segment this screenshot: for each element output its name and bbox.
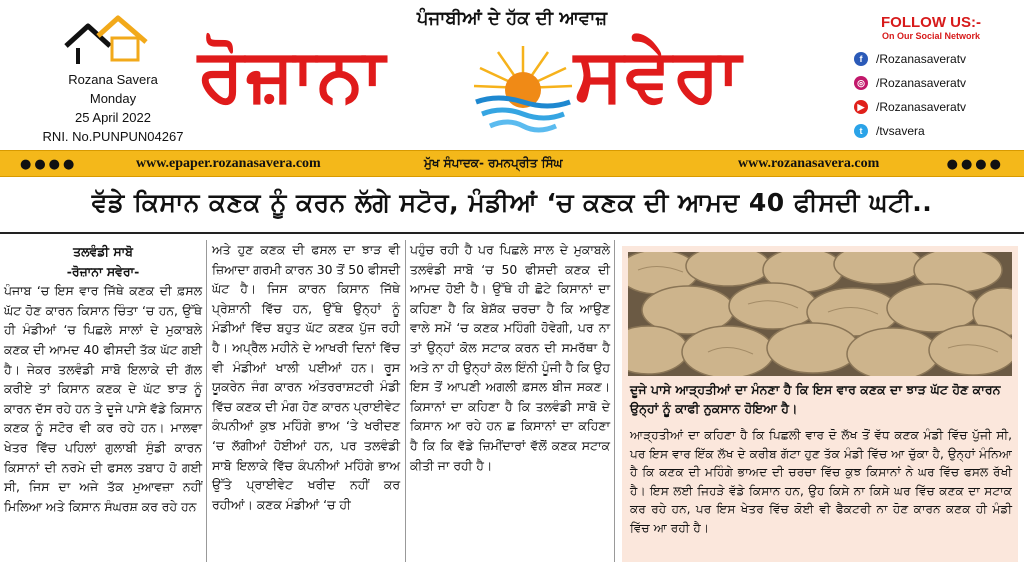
twitter-icon: t <box>854 124 868 138</box>
facebook-icon: f <box>854 52 868 66</box>
chief-editor: ਮੁੱਖ ਸੰਪਾਦਕ- ਰਮਨਪ੍ਰੀਤ ਸਿੰਘ <box>424 156 563 170</box>
follow-subtitle: On Our Social Network <box>881 31 981 41</box>
sidebar-text: ਆੜ੍ਹਤੀਆਂ ਦਾ ਕਹਿਣਾ ਹੈ ਕਿ ਪਿਛਲੀ ਵਾਰ ਦੋ ਲੱਖ ਤੋਂ ਵੱਧ ਕਣਕ ਮੰਡੀ ਵਿੱਚ ਪੁੱਜੀ ਸੀ, ਪਰ ਇਸ ਵਾਰ ਇੱਕ ਲੱਖ ਦੇ ਕਰੀਬ ਗੱਟਾ ਹੁਣ ਤੱਕ ਮੰਡੀ ਵਿੱਚ ਆ ਚੁੱਕਾ ਹੈ, ਉਨ੍ਹਾਂ ਮੰਨਿਆ ਹੈ ਕਿ ਕਣਕ ਦੀ ਮਹਿੰਗੇ ਭਾਅਦ ਦੀ ਚਰਚਾ ਵਿੱਚ ਕੁਝ ਕਿਸਾਨਾਂ ਨੇ ਘਰ ਵਿੱਚ ਫਸਲ ਰੱਖੀ ਹੈ। ਇਸ ਲਈ ਜਿਹੜੇ ਵੱਡੇ ਕਿਸਾਨ ਹਨ, ਉਹ ਕਿਸੇ ਨਾ ਕਿਸੇ ਘਰ ਵਿੱਚ ਕਣਕ ਦਾ ਸਟਾਕ ਕਰ ਰਹੇ ਹਨ, ਪਰ ਇਸ ਖੇਤਰ ਵਿੱਚ ਕੋਈ ਵੀ ਫੈਕਟਰੀ ਨਾ ਹੋਣ ਕਾਰਨ ਕਣਕ ਹੀ ਮੰਡੀ ਵਿੱਚ ਆ ਰਹੀ ਹੈ। <box>630 428 1012 535</box>
brand-name: Rozana Savera <box>68 72 158 87</box>
house-logo-icon <box>58 8 153 68</box>
info-strip <box>0 150 1024 177</box>
column-divider <box>614 240 615 562</box>
social-youtube[interactable] <box>846 95 1016 119</box>
article-source: -ਰੋਜ਼ਾਨਾ ਸਵੇਰਾ- <box>66 263 140 279</box>
dots-left: ●●●● <box>20 157 78 172</box>
rni-number: RNI. No.PUNPUN04267 <box>42 129 184 144</box>
article-column-3 <box>410 240 610 475</box>
epaper-link[interactable]: www.epaper.rozanasavera.com <box>136 156 321 171</box>
headline-divider <box>0 232 1024 234</box>
column-1-text: ਪੰਜਾਬ ‘ਚ ਇਸ ਵਾਰ ਜਿੱਥੇ ਕਣਕ ਦੀ ਫ਼ਸਲ ਘੱਟ ਹੋਣ ਕਾਰਨ ਕਿਸਾਨ ਚਿੰਤਾ ‘ਚ ਹਨ, ਉੱਥੇ ਹੀ ਮੰਡੀਆਂ ‘ਚ ਪਿਛਲੇ ਸਾਲਾਂ ਦੇ ਮੁਕਾਬਲੇ ਕਣਕ ਦੀ ਆਮਦ 40 ਫੀਸਦੀ ਤੱਕ ਘੱਟ ਗਈ ਹੈ। ਜੇਕਰ ਤਲਵੰਡੀ ਸਾਬੋ ਇਲਾਕੇ ਦੀ ਗੱਲ ਕਰੀਏ ਤਾਂ ਕਿਸਾਨ ਕਣਕ ਦੇ ਘੱਟ ਝਾੜ ਨੂੰ ਕਾਰਨ ਦੱਸ ਰਹੇ ਹਨ ਤੇ ਦੂਜੇ ਪਾਸੇ ਵੱਡੇ ਕਿਸਾਨ ਕਣਕ ਨੂੰ ਸਟੋਰ ਵੀ ਕਰ ਰਹੇ ਹਨ। ਮਾਲਵਾ ਖੇਤਰ ਵਿੱਚ ਪਹਿਲਾਂ ਗੁਲਾਬੀ ਸੁੰਡੀ ਕਾਰਨ ਕਿਸਾਨਾਂ ਦੀ ਨਰਮੇ ਦੀ ਫਸਲ ਤਬਾਹ ਹੋ ਗਈ ਸੀ, ਜਿਸ ਦਾ ਅਜੇ ਤੱਕ ਮੁਆਵਜ਼ਾ ਨਹੀਂ ਮਿਲਿਆ ਅਤੇ ਕਿਸਾਨ ਸੰਘਰਸ਼ ਕਰ ਰਹੇ ਹਨ <box>4 283 202 514</box>
tagline: ਪੰਜਾਬੀਆਂ ਦੇ ਹੱਕ ਦੀ ਆਵਾਜ਼ <box>416 8 608 29</box>
youtube-handle: /Rozanasaveratv <box>876 100 967 114</box>
article-column-1 <box>4 240 202 516</box>
social-instagram[interactable] <box>846 71 1016 95</box>
issue-date: 25 April 2022 <box>75 110 151 125</box>
article-column-2 <box>212 240 400 514</box>
column-3-text: ਪਹੁੰਚ ਰਹੀ ਹੈ ਪਰ ਪਿਛਲੇ ਸਾਲ ਦੇ ਮੁਕਾਬਲੇ ਤਲਵੰਡੀ ਸਾਬੋ ‘ਚ 50 ਫੀਸਦੀ ਕਣਕ ਦੀ ਆਮਦ ਹੋਈ ਹੈ। ਉੱਥੇ ਹੀ ਛੋਟੇ ਕਿਸਾਨਾਂ ਦਾ ਕਹਿਣਾ ਹੈ ਕਿ ਬੇਸ਼ੱਕ ਚਰਚਾ ਹੈ ਕਿ ਆਉਣ ਵਾਲੇ ਸਮੇਂ ‘ਚ ਕਣਕ ਮਹਿੰਗੀ ਹੋਵੇਗੀ, ਪਰ ਨਾ ਤਾਂ ਉਨ੍ਹਾਂ ਕੋਲ ਸਟਾਕ ਕਰਨ ਦੀ ਸਮਰੱਥਾ ਹੈ ਅਤੇ ਨਾ ਹੀ ਉਨ੍ਹਾਂ ਕੋਲ ਇੰਨੀ ਪੂੰਜੀ ਹੈ ਕਿ ਉਹ ਇਸ ਤੋਂ ਆਪਣੀ ਅਗਲੀ ਫ਼ਸਲ ਬੀਜ ਸਕਣ। ਕਿਸਾਨਾਂ ਦਾ ਕਹਿਣਾ ਹੈ ਕਿ ਤਲਵੰਡੀ ਸਾਬੋ ਦੇ ਕਿਸਾਨ ਆ ਰਹੇ ਹਨ ਛ ਕਿਸਾਨਾਂ ਦਾ ਕਹਿਣਾ ਹੈ ਕਿ ਕਿ ਵੱਡੇ ਜ਼ਿਮੀਂਦਾਰਾਂ ਵੱਲੋਂ ਕਣਕ ਸਟਾਕ ਕੀਤੀ ਜਾ ਰਹੀ ਹੈ। <box>410 242 610 473</box>
column-divider <box>206 240 207 562</box>
article-headline: ਵੱਡੇ ਕਿਸਾਨ ਕਣਕ ਨੂੰ ਕਰਨ ਲੱਗੇ ਸਟੋਰ, ਮੰਡੀਆਂ ‘ਚ ਕਣਕ ਦੀ ਆਮਦ 40 ਫੀਸਦੀ ਘਟੀ.. <box>91 188 933 217</box>
article-dateline: ਤਲਵੰਡੀ ਸਾਬੋ <box>73 244 133 259</box>
social-facebook[interactable] <box>846 47 1016 71</box>
sun-waves-icon <box>468 40 578 140</box>
follow-title: FOLLOW US:- <box>881 14 981 31</box>
masthead-title <box>198 30 838 142</box>
masthead-header <box>0 0 1024 150</box>
youtube-icon: ▶ <box>854 100 868 114</box>
social-twitter[interactable] <box>846 119 1016 143</box>
dots-right: ●●●● <box>946 157 1004 172</box>
column-2-text: ਅਤੇ ਹੁਣ ਕਣਕ ਦੀ ਫਸਲ ਦਾ ਝਾੜ ਵੀ ਜ਼ਿਆਦਾ ਗਰਮੀ ਕਾਰਨ 30 ਤੋਂ 50 ਫੀਸਦੀ ਘੱਟ ਹੈ। ਜਿਸ ਕਾਰਨ ਕਿਸਾਨ ਜਿੱਥੇ ਪ੍ਰੇਸ਼ਾਨੀ ਵਿੱਚ ਹਨ, ਉੱਥੇ ਉਨ੍ਹਾਂ ਨੂੰ ਮੰਡੀਆਂ ਵਿੱਚ ਬਹੁਤ ਘੱਟ ਕਣਕ ਪੁੱਜ ਰਹੀ ਹੈ। ਅਪ੍ਰੈਲ ਮਹੀਨੇ ਦੇ ਆਖਰੀ ਦਿਨਾਂ ਵਿੱਚ ਵੀ ਮੰਡੀਆਂ ਖਾਲੀ ਪਈਆਂ ਹਨ। ਰੂਸ ਯੂਕਰੇਨ ਜੰਗ ਕਾਰਨ ਅੰਤਰਰਾਸ਼ਟਰੀ ਮੰਡੀ ਵਿੱਚ ਕਣਕ ਦੀ ਮੰਗ ਹੋਣ ਕਾਰਨ ਪ੍ਰਾਈਵੇਟ ਕੰਪਨੀਆਂ ਕੁਝ ਮਹਿੰਗੇ ਭਾਅ ‘ਤੇ ਖਰੀਦਣ ‘ਚ ਲੱਗੀਆਂ ਹੋਈਆਂ ਹਨ, ਪਰ ਤਲਵੰਡੀ ਸਾਬੋ ਇਲਾਕੇ ਵਿੱਚ ਕੰਪਨੀਆਂ ਮਹਿੰਗੇ ਭਾਅ ਉੱਤੇ ਪ੍ਰਾਈਵੇਟ ਖਰੀਦ ਨਹੀਂ ਕਰ ਰਹੀਆਂ। ਕਣਕ ਮੰਡੀਆਂ ‘ਚ ਹੀ <box>212 242 401 512</box>
column-divider <box>405 240 406 562</box>
instagram-icon: ◎ <box>854 76 868 90</box>
sidebar-box <box>622 246 1018 562</box>
photo-caption: ਦੂਜੇ ਪਾਸੇ ਆੜ੍ਹਤੀਆਂ ਦਾ ਮੰਨਣਾ ਹੈ ਕਿ ਇਸ ਵਾਰ ਕਣਕ ਦਾ ਝਾੜ ਘੱਟ ਹੋਣ ਕਾਰਨ ਉਨ੍ਹਾਂ ਨੂੰ ਕਾਫੀ ਨੁਕਸਾਨ ਹੋਇਆ ਹੈ। <box>630 382 1001 416</box>
masthead-word-right: ਸਵੇਰਾ <box>574 32 743 118</box>
facebook-handle: /Rozanasaveratv <box>876 52 967 66</box>
brand-info <box>38 70 188 146</box>
wheat-sacks-photo <box>628 252 1012 376</box>
issue-day: Monday <box>89 91 137 106</box>
instagram-handle: /Rozanasaveratv <box>876 76 967 90</box>
website-link[interactable]: www.rozanasavera.com <box>738 156 880 171</box>
twitter-handle: /tvsavera <box>876 124 925 138</box>
sacks-image-icon <box>628 252 1012 376</box>
brand-logo <box>38 8 188 148</box>
social-follow-panel <box>846 14 1016 143</box>
masthead-word-left: ਰੋਜ਼ਾਨਾ <box>198 32 387 118</box>
